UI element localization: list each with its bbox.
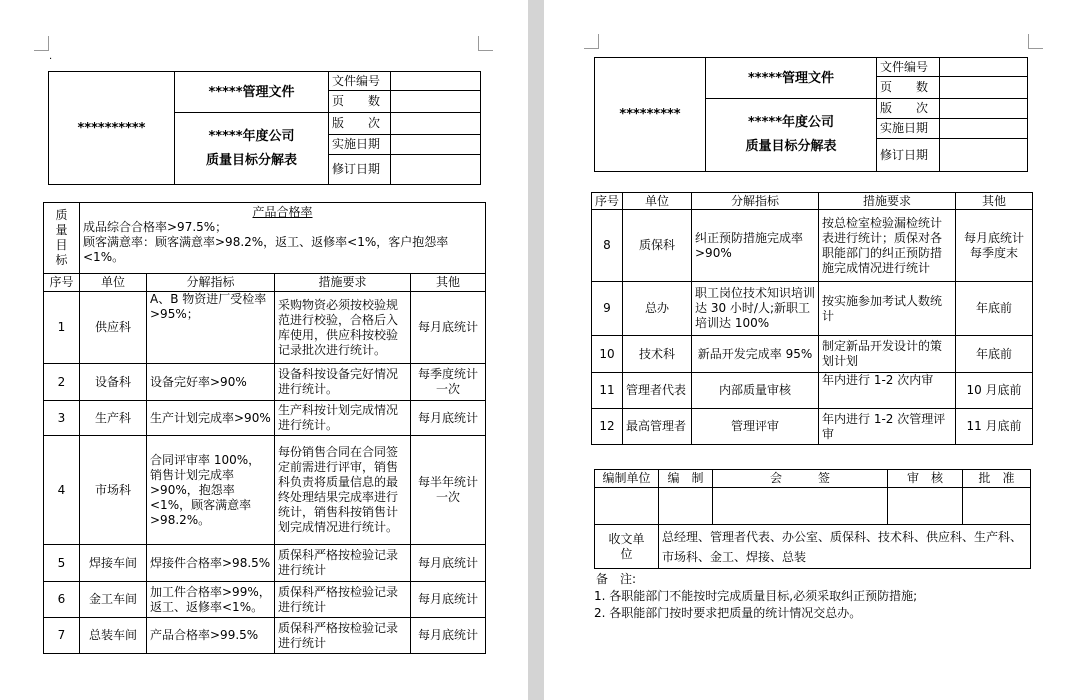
notes-section xyxy=(594,571,1034,622)
table-row xyxy=(592,409,1033,445)
row-no: 5 xyxy=(44,545,80,582)
table-title-cell xyxy=(175,113,329,185)
column-header-other: 其他 xyxy=(956,193,1033,210)
row-unit: 总办 xyxy=(623,282,692,336)
approve-field[interactable] xyxy=(963,488,1031,525)
page-gap xyxy=(528,0,544,700)
column-header-unit: 单位 xyxy=(80,274,147,292)
compile-unit-field[interactable] xyxy=(595,488,659,525)
table-row xyxy=(592,373,1033,409)
row-indicator: 设备完好率>90% xyxy=(147,364,275,401)
header-table-left xyxy=(48,71,481,185)
notes-title: 备 注: xyxy=(596,572,637,586)
row-measure: 按总检室检验漏检统计表进行统计；质保对各职能部门的纠正预防措施完成情况进行统计 xyxy=(819,210,956,282)
field-rev-date-value[interactable] xyxy=(391,155,481,185)
row-measure: 年内进行 1-2 次管理评审 xyxy=(819,409,956,445)
note-item: 2. 各职能部门按时要求把质量的统计情况交总办。 xyxy=(594,606,862,620)
compile-unit-label: 编制单位 xyxy=(595,470,659,488)
row-indicator: 管理评审 xyxy=(692,409,819,445)
row-indicator: 纠正预防措施完成率>90% xyxy=(692,210,819,282)
row-indicator: 生产计划完成率>90% xyxy=(147,401,275,436)
row-measure: 采购物资必须按校验规范进行校验，合格后入库使用，供应科按校验记录批次进行统计。 xyxy=(275,292,411,364)
field-edition-label: 版 次 xyxy=(329,113,391,135)
row-other: 每月底统计 xyxy=(411,545,486,582)
column-header-no: 序号 xyxy=(592,193,623,210)
field-rev-date-value[interactable] xyxy=(940,139,1028,172)
column-header-indicator: 分解指标 xyxy=(692,193,819,210)
row-no: 2 xyxy=(44,364,80,401)
margin-corner-mark xyxy=(584,34,599,49)
field-doc-no-label: 文件编号 xyxy=(329,72,391,91)
row-indicator: 合同评审率 100%，销售计划完成率>90%，抱怨率<1%，顾客满意率>98.2%。 xyxy=(147,436,275,545)
table-row xyxy=(592,210,1033,282)
table-row xyxy=(44,292,486,364)
table-row xyxy=(592,336,1033,373)
header-table-right xyxy=(594,57,1028,172)
document-page-left xyxy=(0,0,528,700)
row-indicator: 新品开发完成率 95% xyxy=(692,336,819,373)
recv-unit-label: 收文单位 xyxy=(595,525,659,569)
compile-field[interactable] xyxy=(659,488,713,525)
goal-line-1: 成品综合合格率>97.5%； xyxy=(83,220,228,234)
review-field[interactable] xyxy=(888,488,963,525)
row-other: 每月底统计 xyxy=(411,618,486,654)
field-pages-value[interactable] xyxy=(391,91,481,113)
company-name: ********* xyxy=(595,58,706,172)
countersign-label: 会 签 xyxy=(713,470,888,488)
field-doc-no-label: 文件编号 xyxy=(877,58,940,77)
row-unit: 总装车间 xyxy=(80,618,147,654)
anchor-dot: · xyxy=(49,54,53,65)
compile-label: 编 制 xyxy=(659,470,713,488)
table-row xyxy=(44,436,486,545)
row-unit: 设备科 xyxy=(80,364,147,401)
row-indicator: 产品合格率>99.5% xyxy=(147,618,275,654)
row-unit: 供应科 xyxy=(80,292,147,364)
table-row xyxy=(592,282,1033,336)
recv-line-1: 总经理、管理者代表、办公室、质保科、技术科、供应科、生产科、 xyxy=(662,529,1023,544)
row-measure: 年内进行 1-2 次内审 xyxy=(819,373,956,409)
field-doc-no-value[interactable] xyxy=(940,58,1028,77)
row-no: 9 xyxy=(592,282,623,336)
doc-title: *****管理文件 xyxy=(706,58,877,99)
doc-title: *****管理文件 xyxy=(175,72,329,113)
field-pages-label: 页 数 xyxy=(329,91,391,113)
year-title: *****年度公司 xyxy=(748,115,834,130)
table-title: 质量目标分解表 xyxy=(745,139,837,154)
row-measure: 每份销售合同在合同签定前需进行评审，销售科负责将质量信息的最终处理结果完成率进行统计，销售科按销售计划完成情况进行统计。 xyxy=(275,436,411,545)
row-unit: 最高管理者 xyxy=(623,409,692,445)
field-pages-label: 页 数 xyxy=(877,77,940,99)
margin-corner-mark xyxy=(1028,34,1043,49)
column-header-unit: 单位 xyxy=(623,193,692,210)
field-rev-date-label: 修订日期 xyxy=(877,139,940,172)
row-measure: 设备科按设备完好情况进行统计。 xyxy=(275,364,411,401)
row-indicator: 加工件合格率>99%，返工、返修率<1%。 xyxy=(147,582,275,618)
approve-label: 批 准 xyxy=(963,470,1031,488)
row-other: 每季度统计一次 xyxy=(411,364,486,401)
recv-line-2: 市场科、金工、焊接、总装 xyxy=(662,549,807,564)
document-page-right xyxy=(544,0,1080,700)
field-impl-date-value[interactable] xyxy=(391,135,481,155)
row-unit: 金工车间 xyxy=(80,582,147,618)
field-edition-label: 版 次 xyxy=(877,99,940,119)
row-measure: 质保科严格按检验记录进行统计 xyxy=(275,618,411,654)
row-other: 10 月底前 xyxy=(956,373,1033,409)
row-unit: 市场科 xyxy=(80,436,147,545)
table-row xyxy=(44,582,486,618)
table-row xyxy=(44,545,486,582)
table-row xyxy=(44,618,486,654)
row-no: 10 xyxy=(592,336,623,373)
column-header-other: 其他 xyxy=(411,274,486,292)
table-title-cell xyxy=(706,99,877,172)
row-unit: 焊接车间 xyxy=(80,545,147,582)
row-measure: 生产科按计划完成情况进行统计。 xyxy=(275,401,411,436)
column-header-measure: 措施要求 xyxy=(275,274,411,292)
field-edition-value[interactable] xyxy=(940,99,1028,119)
table-row xyxy=(44,364,486,401)
goal-line-2: 顾客满意率：顾客满意率>98.2%，返工、返修率<1%，客户抱怨率<1%。 xyxy=(83,235,449,264)
review-label: 审 核 xyxy=(888,470,963,488)
column-header-measure: 措施要求 xyxy=(819,193,956,210)
row-no: 8 xyxy=(592,210,623,282)
row-indicator: 职工岗位技术知识培训达 30 小时/人;新职工培训达 100% xyxy=(692,282,819,336)
row-no: 6 xyxy=(44,582,80,618)
row-indicator: 内部质量审核 xyxy=(692,373,819,409)
margin-corner-mark xyxy=(478,36,493,51)
row-measure: 按实施参加考试人数统计 xyxy=(819,282,956,336)
row-other: 每月底统计 xyxy=(411,401,486,436)
table-title: 质量目标分解表 xyxy=(205,152,297,168)
quality-target-content xyxy=(80,203,486,274)
row-measure: 制定新品开发设计的策划计划 xyxy=(819,336,956,373)
quality-target-table-left xyxy=(43,202,486,654)
field-doc-no-value[interactable] xyxy=(391,72,481,91)
row-no: 4 xyxy=(44,436,80,545)
field-pages-value[interactable] xyxy=(940,77,1028,99)
row-no: 12 xyxy=(592,409,623,445)
signoff-table xyxy=(594,469,1031,569)
row-other: 年底前 xyxy=(956,336,1033,373)
row-other: 每月底统计 xyxy=(411,582,486,618)
row-other: 11 月底前 xyxy=(956,409,1033,445)
row-indicator: 焊接件合格率>98.5% xyxy=(147,545,275,582)
row-no: 1 xyxy=(44,292,80,364)
field-impl-date-value[interactable] xyxy=(940,119,1028,139)
row-unit: 管理者代表 xyxy=(623,373,692,409)
field-edition-value[interactable] xyxy=(391,113,481,135)
row-indicator: A、B 物资进厂受检率>95%； xyxy=(147,292,275,364)
year-title: *****年度公司 xyxy=(208,128,295,144)
note-item: 1. 各职能部门不能按时完成质量目标,必须采取纠正预防措施; xyxy=(594,589,918,603)
quality-target-label: 质量目标 xyxy=(44,203,80,274)
margin-corner-mark xyxy=(34,36,49,51)
column-header-indicator: 分解指标 xyxy=(147,274,275,292)
column-header-no: 序号 xyxy=(44,274,80,292)
row-no: 7 xyxy=(44,618,80,654)
row-measure: 质保科严格按检验记录进行统计 xyxy=(275,582,411,618)
company-name: ********** xyxy=(49,72,175,185)
quality-target-table-right xyxy=(591,192,1033,445)
field-impl-date-label: 实施日期 xyxy=(329,135,391,155)
row-unit: 生产科 xyxy=(80,401,147,436)
row-other: 年底前 xyxy=(956,282,1033,336)
row-measure: 质保科严格按检验记录进行统计 xyxy=(275,545,411,582)
row-no: 11 xyxy=(592,373,623,409)
row-no: 3 xyxy=(44,401,80,436)
row-unit: 质保科 xyxy=(623,210,692,282)
recv-unit-list xyxy=(659,525,1031,569)
row-other: 每月底统计 xyxy=(411,292,486,364)
row-unit: 技术科 xyxy=(623,336,692,373)
field-rev-date-label: 修订日期 xyxy=(329,155,391,185)
countersign-field[interactable] xyxy=(713,488,888,525)
product-pass-title: 产品合格率 xyxy=(252,205,313,219)
table-row xyxy=(44,401,486,436)
row-other: 每半年统计一次 xyxy=(411,436,486,545)
field-impl-date-label: 实施日期 xyxy=(877,119,940,139)
row-other: 每月底统计每季度末 xyxy=(956,210,1033,282)
